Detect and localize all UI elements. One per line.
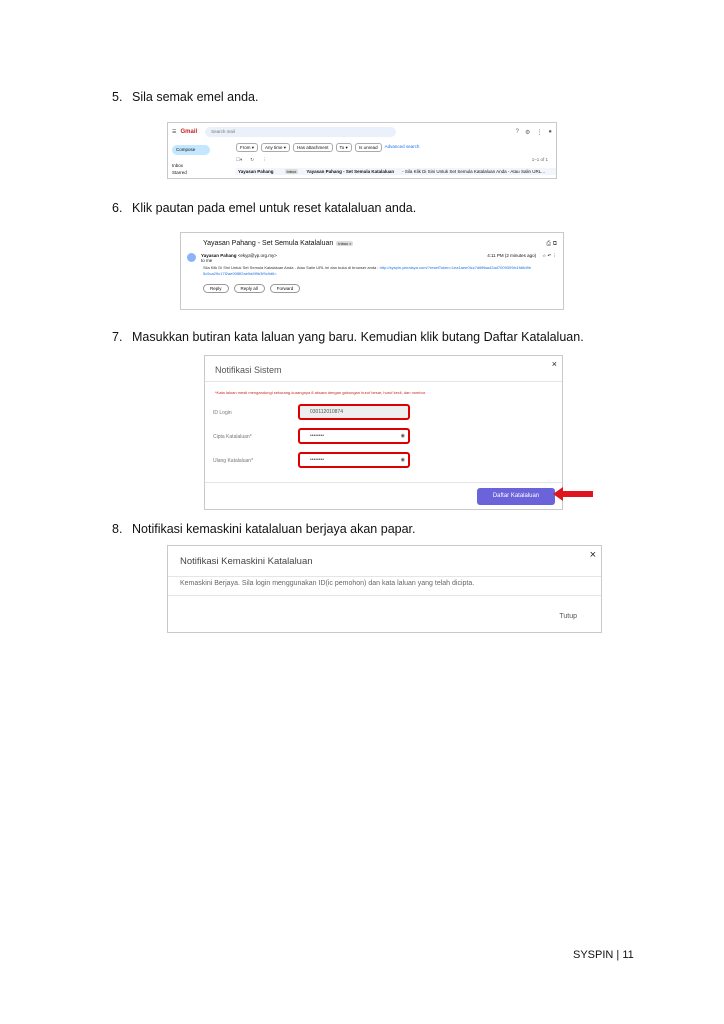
reply-all-button[interactable]: Reply all [234, 284, 265, 293]
row-tag: Inbox [286, 169, 297, 174]
tutup-button[interactable]: Tutup [559, 613, 577, 620]
search-input[interactable]: Search mail [205, 127, 396, 137]
email-body [203, 265, 533, 276]
id-label: ID Login [213, 410, 232, 416]
eye-icon[interactable]: ◉ [400, 433, 405, 439]
gmail-main [236, 141, 556, 179]
step-text: Masukkan butiran kata laluan yang baru. Kemudian klik butang Daftar Katalaluan. [132, 330, 584, 344]
step-number: 8. [112, 522, 123, 536]
sidebar-item-inbox[interactable]: Inbox [172, 163, 184, 168]
gmail-logo: Gmail [180, 129, 198, 135]
eye-icon[interactable]: ◉ [400, 457, 405, 463]
modal-title: Notifikasi Sistem [215, 365, 282, 375]
notif-message: Kemaskini Berjaya. Sila login menggunakan ID(ic pemohon) dan kata laluan yang telah dicipta. [180, 580, 475, 587]
sender-address: <ekyp@yp.org.my> [237, 253, 277, 258]
page-footer: SYSPIN | 11 [573, 949, 634, 961]
header-icons [516, 129, 552, 136]
step-number: 6. [112, 201, 123, 215]
forward-button[interactable]: Forward [270, 284, 301, 293]
gmail-screenshot [167, 122, 557, 179]
inbox-badge: Inbox × [338, 240, 352, 246]
new-password-value: •••••••• [310, 433, 325, 439]
step-text: Sila semak emel anda. [132, 90, 259, 104]
row-snippet: - Sila Klik Di Sini Untuk Set Semula Katalaluan Anda - Atau Salin URL... [402, 169, 545, 174]
notif-screenshot [167, 545, 602, 633]
email-actions [203, 284, 563, 293]
table-row[interactable] [236, 168, 556, 175]
sender-name: Yayasan Pahang [201, 253, 237, 258]
step-6 [112, 201, 416, 215]
star-icon[interactable]: ☆ ↶ ⋮ [542, 253, 557, 258]
gear-icon[interactable]: ⚙ [524, 129, 531, 136]
email-screenshot [180, 232, 564, 310]
new-password-field[interactable] [298, 428, 410, 444]
reply-button[interactable]: Reply [203, 284, 229, 293]
menu-icon[interactable]: ☰ [172, 129, 177, 135]
cipta-label: Cipta Katalaluan* [213, 434, 252, 440]
filter-bar [236, 143, 556, 152]
id-login-field[interactable]: 030112010874 [298, 404, 410, 420]
confirm-password-field[interactable] [298, 452, 410, 468]
step-8 [112, 522, 416, 536]
red-arrow-icon [553, 487, 593, 501]
subject-text: Yayasan Pahang - Set Semula Katalaluan [203, 240, 334, 247]
step-text: Notifikasi kemaskini katalaluan berjaya akan papar. [132, 522, 416, 536]
confirm-password-value: •••••••• [310, 457, 325, 463]
advanced-search-link[interactable]: Advanced search [384, 144, 420, 149]
gmail-header [168, 123, 556, 141]
modal-screenshot [204, 355, 563, 510]
divider [168, 595, 601, 596]
step-number: 5. [112, 90, 123, 104]
help-icon[interactable]: ? [515, 128, 519, 135]
step-7 [112, 330, 584, 344]
daftar-katalaluan-button[interactable]: Daftar Katalaluan [477, 488, 555, 505]
gmail-sidebar [168, 141, 236, 179]
compose-button[interactable]: Compose [172, 145, 210, 155]
sidebar-item-starred[interactable]: Starred [172, 170, 187, 175]
close-icon[interactable]: × [589, 549, 596, 561]
filter-to[interactable]: To ▾ [336, 143, 352, 152]
refresh-icon[interactable]: ↻ [250, 157, 255, 162]
step-5 [112, 90, 258, 104]
select-checkbox-icon[interactable]: ☐▾ [236, 157, 243, 162]
ulang-label: Ulang Katalaluan* [213, 458, 254, 464]
paging-text: 1–1 of 1 [531, 157, 548, 162]
more-icon[interactable]: ⋮ [262, 157, 267, 162]
apps-icon[interactable]: ⋮ [536, 129, 543, 136]
step-number: 7. [112, 330, 123, 344]
close-icon[interactable]: × [551, 359, 557, 369]
print-icon[interactable]: ⎙ ⧉ [546, 241, 557, 247]
filter-unread[interactable]: Is unread [355, 143, 382, 152]
email-subject [203, 240, 563, 247]
email-body-text: Sila Klik Di Sini Untuk Set Semula Katalaluan Anda - Atau Salin URL ini dan buka di browser anda : [203, 265, 379, 270]
filter-time[interactable]: Any time ▾ [261, 143, 290, 152]
row-subject: Yayasan Pahang - Set Semula Katalaluan [306, 169, 395, 174]
reset-link[interactable]: http://syspin.yinraisya.com/?resetToken=1ea1aee0fcc7d6fffaa42ad7009309fc1fd8d9e5c5ca29c17f2ae90f8f2ae9a5f9b3f9c9d6= [203, 265, 532, 276]
row-sender: Yayasan Pahang [238, 169, 274, 174]
email-time: 4:11 PM (2 minutes ago) [487, 253, 537, 258]
step-text: Klik pautan pada emel untuk reset katalaluan anda. [132, 201, 417, 215]
email-header [187, 253, 563, 263]
mail-toolbar [236, 157, 556, 163]
avatar [187, 253, 196, 262]
filter-attachment[interactable]: Has attachment [293, 143, 333, 152]
divider [205, 482, 562, 483]
filter-from[interactable]: From ▾ [236, 143, 258, 152]
password-warning: *Kata laluan mesti mengandungi sekurang-kurangnya 8 aksara dengan gabungan huruf besar, huruf kecil, dan nombor. [215, 390, 427, 395]
recipient: to me [201, 258, 213, 263]
notif-title: Notifikasi Kemaskini Katalaluan [180, 556, 313, 567]
avatar[interactable]: ● [548, 128, 552, 135]
divider [205, 381, 562, 382]
